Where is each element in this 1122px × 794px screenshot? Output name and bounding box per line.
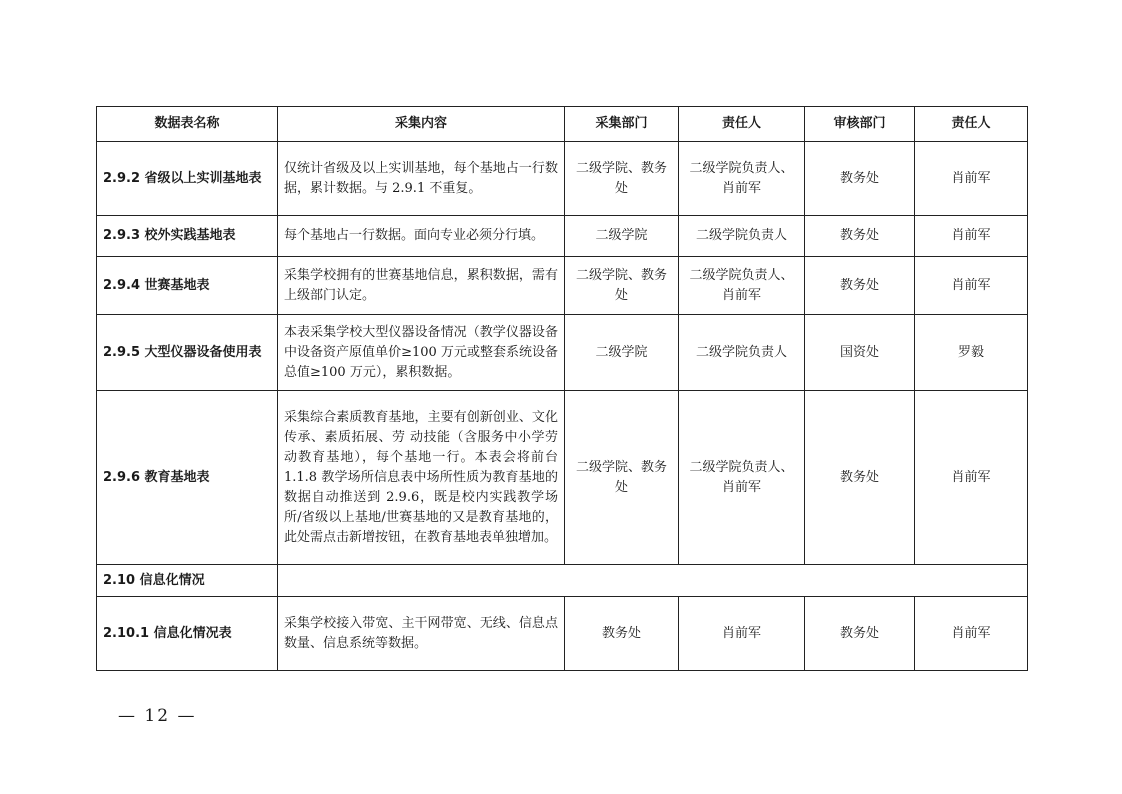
- header-owner: 责任人: [679, 107, 805, 142]
- data-collection-table: [96, 106, 1028, 671]
- row-owner: 二级学院负责人、肖前军: [679, 391, 805, 565]
- row-dept: 二级学院、教务处: [565, 142, 679, 216]
- row-name: 2.10.1 信息化情况表: [97, 597, 278, 671]
- row-reviewer: 肖前军: [915, 597, 1028, 671]
- row-review: 国资处: [805, 315, 915, 391]
- table-header-row: [97, 107, 1028, 142]
- table-row: [97, 142, 1028, 216]
- row-dept: 二级学院、教务处: [565, 257, 679, 315]
- row-content: 采集学校接入带宽、主干网带宽、无线、信息点数量、信息系统等数据。: [278, 597, 565, 671]
- section-empty-cell: [278, 565, 1028, 597]
- table-row: [97, 391, 1028, 565]
- row-owner: 二级学院负责人: [679, 315, 805, 391]
- section-title: 2.10 信息化情况: [97, 565, 278, 597]
- row-review: 教务处: [805, 597, 915, 671]
- row-dept: 二级学院: [565, 216, 679, 257]
- header-reviewer: 责任人: [915, 107, 1028, 142]
- header-collect-dept: 采集部门: [565, 107, 679, 142]
- table-row: [97, 257, 1028, 315]
- row-reviewer: 肖前军: [915, 142, 1028, 216]
- row-reviewer: 肖前军: [915, 257, 1028, 315]
- row-dept: 二级学院、教务处: [565, 391, 679, 565]
- row-name: 2.9.6 教育基地表: [97, 391, 278, 565]
- row-dept: 二级学院: [565, 315, 679, 391]
- row-name: 2.9.5 大型仪器设备使用表: [97, 315, 278, 391]
- row-dept: 教务处: [565, 597, 679, 671]
- row-reviewer: 罗毅: [915, 315, 1028, 391]
- page-number: — 12 —: [118, 706, 197, 726]
- row-owner: 二级学院负责人、肖前军: [679, 257, 805, 315]
- row-content: 每个基地占一行数据。面向专业必须分行填。: [278, 216, 565, 257]
- row-review: 教务处: [805, 257, 915, 315]
- header-review-dept: 审核部门: [805, 107, 915, 142]
- row-name: 2.9.2 省级以上实训基地表: [97, 142, 278, 216]
- row-content: 仅统计省级及以上实训基地，每个基地占一行数据，累计数据。与 2.9.1 不重复。: [278, 142, 565, 216]
- row-owner: 肖前军: [679, 597, 805, 671]
- row-owner: 二级学院负责人: [679, 216, 805, 257]
- row-content: 本表采集学校大型仪器设备情况（教学仪器设备中设备资产原值单价≥100 万元或整套系统设备总值≥100 万元），累积数据。: [278, 315, 565, 391]
- section-row: [97, 565, 1028, 597]
- row-name: 2.9.3 校外实践基地表: [97, 216, 278, 257]
- row-review: 教务处: [805, 216, 915, 257]
- header-content: 采集内容: [278, 107, 565, 142]
- row-review: 教务处: [805, 142, 915, 216]
- table-row: [97, 216, 1028, 257]
- row-reviewer: 肖前军: [915, 216, 1028, 257]
- row-content: 采集学校拥有的世赛基地信息，累积数据，需有上级部门认定。: [278, 257, 565, 315]
- row-review: 教务处: [805, 391, 915, 565]
- row-reviewer: 肖前军: [915, 391, 1028, 565]
- header-table-name: 数据表名称: [97, 107, 278, 142]
- row-content: 采集综合素质教育基地，主要有创新创业、文化传承、素质拓展、劳 动技能（含服务中小学劳动教育基地），每个基地一行。本表会将前台 1.1.8 教学场所信息表中场所性质为教育基地的数据自动推送到 2.9.6，既是校内实践教学场所/省级以上基地/世赛基地的又是教育基地的，此处需点击新增按钮，在教育基地表单独增加。: [278, 391, 565, 565]
- row-name: 2.9.4 世赛基地表: [97, 257, 278, 315]
- row-owner: 二级学院负责人、肖前军: [679, 142, 805, 216]
- table-row: [97, 315, 1028, 391]
- table-row: [97, 597, 1028, 671]
